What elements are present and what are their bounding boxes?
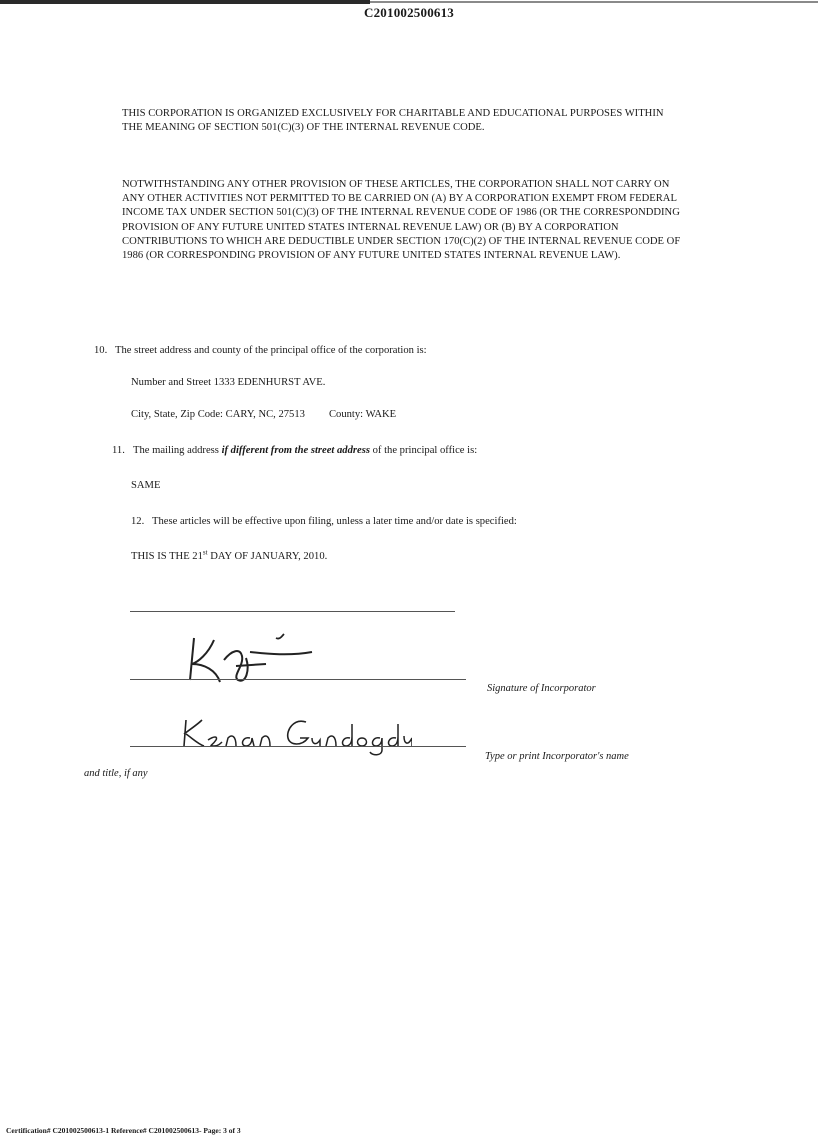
handwritten-name <box>182 716 412 756</box>
city-county-line <box>131 408 396 422</box>
item-10-number: 10. <box>94 345 108 356</box>
city-label: City, State, Zip Code: <box>131 409 224 420</box>
date-before: THIS IS THE 21 <box>131 551 203 562</box>
page-footer: Certification# C201002500613-1 Reference# C201002500613- Page: 3 of 3 <box>6 1126 241 1135</box>
item-12-text: These articles will be effective upon filing, unless a later time and/or date is specified: <box>152 516 517 527</box>
date-suffix: st <box>202 548 208 557</box>
street-address-line <box>131 376 325 390</box>
item-11-number: 11. <box>112 445 125 456</box>
item-11-text-before: The mailing address <box>133 445 222 456</box>
street-value: 1333 EDENHURST AVE. <box>213 377 326 388</box>
purpose-paragraph-2: NOTWITHSTANDING ANY OTHER PROVISION OF THESE ARTICLES, THE CORPORATION SHALL NOT CARRY ON ANY OTHER ACTIVITIES NOT PERMITTED TO BE CARRIED ON (A) BY A CORPORATION EXEMPT FROM FEDERAL INCOME TAX UNDER SECTION 501(C)(3) OF THE INTERNAL REVENUE CODE OF 1986 (OR THE CORRESPONDDING PROVISION OF ANY FUTURE UNITED STATES INTERNAL REVENUE LAW) OR (B) BY A CORPORATION CONTRIBUTIONS TO WHICH ARE DEDUCTIBLE UNDER SECTION 170(C)(2) OF THE INTERNAL REVENUE CODE OF 1986 (OR CORRESPONDING PROVISION OF ANY FUTURE UNITED STATES INTERNAL REVENUE LAW). <box>122 179 681 262</box>
effective-date <box>131 550 327 564</box>
item-12 <box>131 515 517 529</box>
street-label: Number and Street <box>131 377 212 388</box>
city-value: CARY, NC, 27513 <box>225 409 305 420</box>
purpose-paragraph-1: THIS CORPORATION IS ORGANIZED EXCLUSIVELY FOR CHARITABLE AND EDUCATIONAL PURPOSES WITHIN THE MEANING OF SECTION 501(C)(3) OF THE INTERNAL REVENUE CODE. <box>122 108 664 134</box>
document-number: C201002500613 <box>364 5 454 20</box>
county-value: WAKE <box>365 409 397 420</box>
name-label: Type or print Incorporator's name <box>485 751 629 762</box>
item-11-emphasis: if different from the street address <box>221 445 370 456</box>
signature-label: Signature of Incorporator <box>487 683 596 694</box>
item-11-text-after: of the principal office is: <box>369 445 478 456</box>
item-12-number: 12. <box>131 516 145 527</box>
date-after: DAY OF JANUARY, 2010. <box>207 551 328 562</box>
blank-line <box>130 611 455 612</box>
county-label: County: <box>328 409 364 420</box>
signature-line <box>130 679 466 680</box>
mailing-address-value: SAME <box>131 480 161 491</box>
signature-handwriting <box>180 630 320 690</box>
item-10 <box>94 344 427 358</box>
item-10-text: The street address and county of the principal office of the corporation is: <box>115 345 427 356</box>
item-11 <box>112 444 477 458</box>
title-label: and title, if any <box>84 768 148 779</box>
name-line <box>130 746 466 747</box>
